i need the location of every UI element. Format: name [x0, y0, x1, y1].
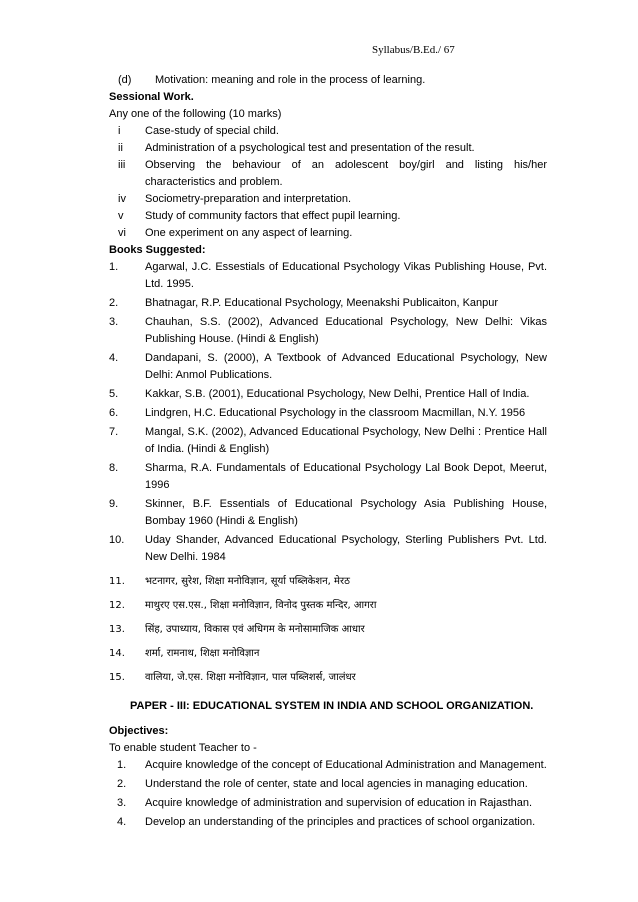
item-number: v [118, 210, 124, 222]
item-text: Kakkar, S.B. (2001), Educational Psychology, New Delhi, Prentice Hall of India. [145, 388, 530, 400]
item-text: Acquire knowledge of the concept of Educational Administration and Management. [145, 759, 547, 771]
item-text: शर्मा, रामनाथ, शिक्षा मनोविज्ञान [145, 648, 260, 659]
item-text: Administration of a psychological test and presentation of the result. [145, 142, 475, 154]
item-text: Sharma, R.A. Fundamentals of Educational Psychology Lal Book Depot, Meerut, 1996 [145, 462, 547, 491]
item-number: 10. [109, 534, 125, 546]
list-item [109, 157, 547, 191]
item-text: Mangal, S.K. (2002), Advanced Educational Psychology, New Delhi : Prentice Hall of India. (Hindi & English) [145, 426, 547, 455]
item-text: Motivation: meaning and role in the process of learning. [155, 74, 426, 86]
list-item [109, 795, 547, 812]
item-number: 4. [109, 352, 119, 364]
paper-title: PAPER - III: EDUCATIONAL SYSTEM IN INDIA AND SCHOOL ORGANIZATION. [130, 700, 534, 712]
item-number: i [118, 125, 121, 137]
list-item [109, 140, 547, 157]
item-text: वालिया, जे.एस. शिक्षा मनोविज्ञान, पाल पब्लिशर्स, जालंधर [145, 672, 356, 683]
item-number: 4. [117, 816, 127, 828]
item-text: Observing the behaviour of an adolescent boy/girl and listing his/her characteristics and problem. [145, 159, 547, 188]
list-item [109, 386, 547, 403]
list-item [109, 596, 547, 616]
list-item [109, 259, 547, 293]
item-text: Case-study of special child. [145, 125, 279, 137]
books-heading: Books Suggested: [109, 244, 206, 256]
list-item [109, 72, 547, 89]
item-text: Dandapani, S. (2000), A Textbook of Advanced Educational Psychology, New Delhi: Anmol Publications. [145, 352, 547, 381]
item-text: Chauhan, S.S. (2002), Advanced Educational Psychology, New Delhi: Vikas Publishing House. (Hindi & English) [145, 316, 547, 345]
item-number: 1. [117, 759, 127, 771]
item-number: 3. [109, 316, 119, 328]
item-text: भटनागर, सुरेश, शिक्षा मनोविज्ञान, सूर्या पब्लिकेशन, मेरठ [145, 576, 350, 587]
list-item [109, 496, 547, 530]
item-text: Uday Shander, Advanced Educational Psychology, Sterling Publishers Pvt. Ltd. New Delhi. 1984 [145, 534, 547, 563]
item-number: 12. [109, 600, 125, 611]
item-number: 2. [109, 297, 119, 309]
list-item [109, 532, 547, 566]
list-item [109, 123, 547, 140]
item-number: (d) [118, 74, 132, 86]
item-text: Acquire knowledge of administration and supervision of education in Rajasthan. [145, 797, 533, 809]
list-item [109, 668, 547, 688]
list-item [109, 776, 547, 793]
page-content [109, 72, 547, 831]
item-text: Agarwal, J.C. Essestials of Educational Psychology Vikas Publishing House, Pvt. Ltd. 1995. [145, 261, 547, 290]
item-text: सिंह, उपाध्याय, विकास एवं अधिगम के मनोसामाजिक आधार [145, 624, 365, 635]
list-item [109, 620, 547, 640]
sessional-heading: Sessional Work. [109, 91, 194, 103]
item-number: 11. [109, 576, 125, 587]
item-number: 1. [109, 261, 119, 273]
list-item [109, 295, 547, 312]
item-text: Bhatnagar, R.P. Educational Psychology, Meenakshi Publicaiton, Kanpur [145, 297, 499, 309]
list-item [109, 350, 547, 384]
item-number: 5. [109, 388, 119, 400]
item-number: 7. [109, 426, 119, 438]
item-number: 3. [117, 797, 127, 809]
item-text: Develop an understanding of the principles and practices of school organization. [145, 816, 536, 828]
item-text: Understand the role of center, state and local agencies in managing education. [145, 778, 528, 790]
item-number: 15. [109, 672, 125, 683]
list-item [109, 424, 547, 458]
item-number: 9. [109, 498, 119, 510]
item-number: vi [118, 227, 126, 239]
item-number: 6. [109, 407, 119, 419]
list-item [109, 225, 547, 242]
item-text: Study of community factors that effect pupil learning. [145, 210, 401, 222]
list-item [109, 460, 547, 494]
objectives-heading: Objectives: [109, 725, 169, 737]
item-number: 8. [109, 462, 119, 474]
item-number: 2. [117, 778, 127, 790]
list-item [109, 644, 547, 664]
list-item [109, 314, 547, 348]
item-number: 13. [109, 624, 125, 635]
list-item [109, 208, 547, 225]
objectives-intro: To enable student Teacher to - [109, 742, 257, 754]
list-item [109, 814, 547, 831]
page-header: Syllabus/B.Ed./ 67 [372, 44, 455, 56]
list-item [109, 572, 547, 592]
item-number: iii [118, 159, 126, 171]
item-text: Lindgren, H.C. Educational Psychology in the classroom Macmillan, N.Y. 1956 [145, 407, 526, 419]
list-item [109, 191, 547, 208]
item-number: 14. [109, 648, 125, 659]
item-number: iv [118, 193, 126, 205]
list-item [109, 405, 547, 422]
item-number: ii [118, 142, 123, 154]
item-text: Sociometry-preparation and interpretation. [145, 193, 352, 205]
list-item [109, 757, 547, 774]
item-text: Skinner, B.F. Essentials of Educational Psychology Asia Publishing House, Bombay 1960 (Hindi & English) [145, 498, 547, 527]
item-text: माथुरए एस.एस., शिक्षा मनोविज्ञान, विनोद पुस्तक मन्दिर, आगरा [145, 600, 377, 611]
sessional-intro: Any one of the following (10 marks) [109, 108, 282, 120]
item-text: One experiment on any aspect of learning. [145, 227, 353, 239]
